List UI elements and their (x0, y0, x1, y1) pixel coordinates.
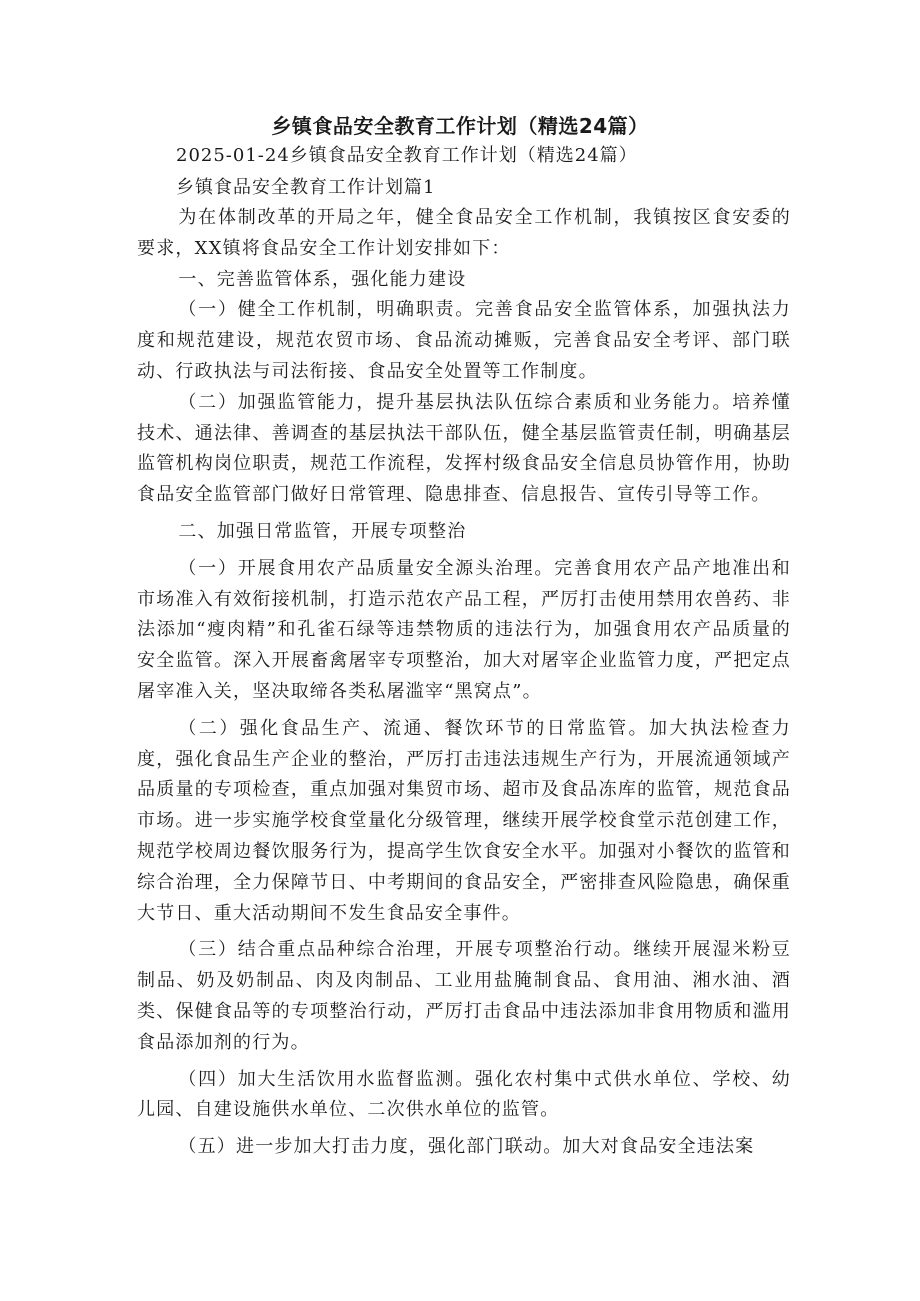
paragraph-2-1: （一）开展食用农产品质量安全源头治理。完善食用农产品产地准出和市场准入有效衔接机制，打造示范农产品工程，严厉打击使用禁用农兽药、非法添加“瘦肉精”和孔雀石绿等违禁物质的违法行为，加强食用农产品质量的安全监管。深入开展畜禽屠宰专项整治，加大对屠宰企业监管力度，严把定点屠宰准入关，坚决取缔各类私屠滥宰“黑窝点”。 (137, 557, 791, 702)
paragraph-1-1: （一）健全工作机制，明确职责。完善食品安全监管体系，加强执法力度和规范建设，规范农贸市场、食品流动摊贩，完善食品安全考评、部门联动、行政执法与司法衔接、食品安全处置等工作制度。 (137, 299, 791, 382)
date-line: 2025-01-24乡镇食品安全教育工作计划（精选24篇） (176, 145, 638, 166)
paragraph-1-2: （二）加强监管能力，提升基层执法队伍综合素质和业务能力。培养懂技术、通法律、善调查的基层执法干部队伍，健全基层监管责任制，明确基层监管机构岗位职责，规范工作流程，发挥村级食品安全信息员协管作用，协助食品安全监管部门做好日常管理、隐患排查、信息报告、宣传引导等工作。 (137, 391, 791, 506)
paragraph-intro: 为在体制改革的开局之年，健全食品安全工作机制，我镇按区食安委的要求，XX镇将食品安全工作计划安排如下： (137, 207, 791, 259)
document-body (137, 203, 791, 1163)
chapter-heading: 乡镇食品安全教育工作计划篇1 (176, 177, 436, 198)
paragraph-2-3: （三）结合重点品种综合治理，开展专项整治行动。继续开展湿米粉豆制品、奶及奶制品、肉及肉制品、工业用盐腌制食品、食用油、湘水油、酒类、保健食品等的专项整治行动，严厉打击食品中违法添加非食用物质和滥用食品添加剂的行为。 (137, 939, 791, 1053)
paragraph-2-2: （二）强化食品生产、流通、餐饮环节的日常监管。加大执法检查力度，强化食品生产企业的整治，严厉打击违法违规生产行为，开展流通领域产品质量的专项检查，重点加强对集贸市场、超市及食品冻库的监管，规范食品市场。进一步实施学校食堂量化分级管理，继续开展学校食堂示范创建工作，规范学校周边餐饮服务行为，提高学生饮食安全水平。加强对小餐饮的监管和综合治理，全力保障节日、中考期间的食品安全，严密排查风险隐患，确保重大节日、重大活动期间不发生食品安全事件。 (137, 717, 791, 924)
paragraph-2-5: （五）进一步加大打击力度，强化部门联动。加大对食品安全违法案 (178, 1136, 755, 1158)
paragraph-2-4: （四）加大生活饮用水监督监测。强化农村集中式供水单位、学校、幼儿园、自建设施供水单位、二次供水单位的监管。 (137, 1068, 791, 1121)
section-heading-1: 一、完善监管体系，强化能力建设 (178, 268, 467, 290)
section-heading-2: 二、加强日常监管，开展专项整治 (178, 520, 467, 542)
document-title: 乡镇食品安全教育工作计划（精选24篇） (271, 114, 649, 138)
